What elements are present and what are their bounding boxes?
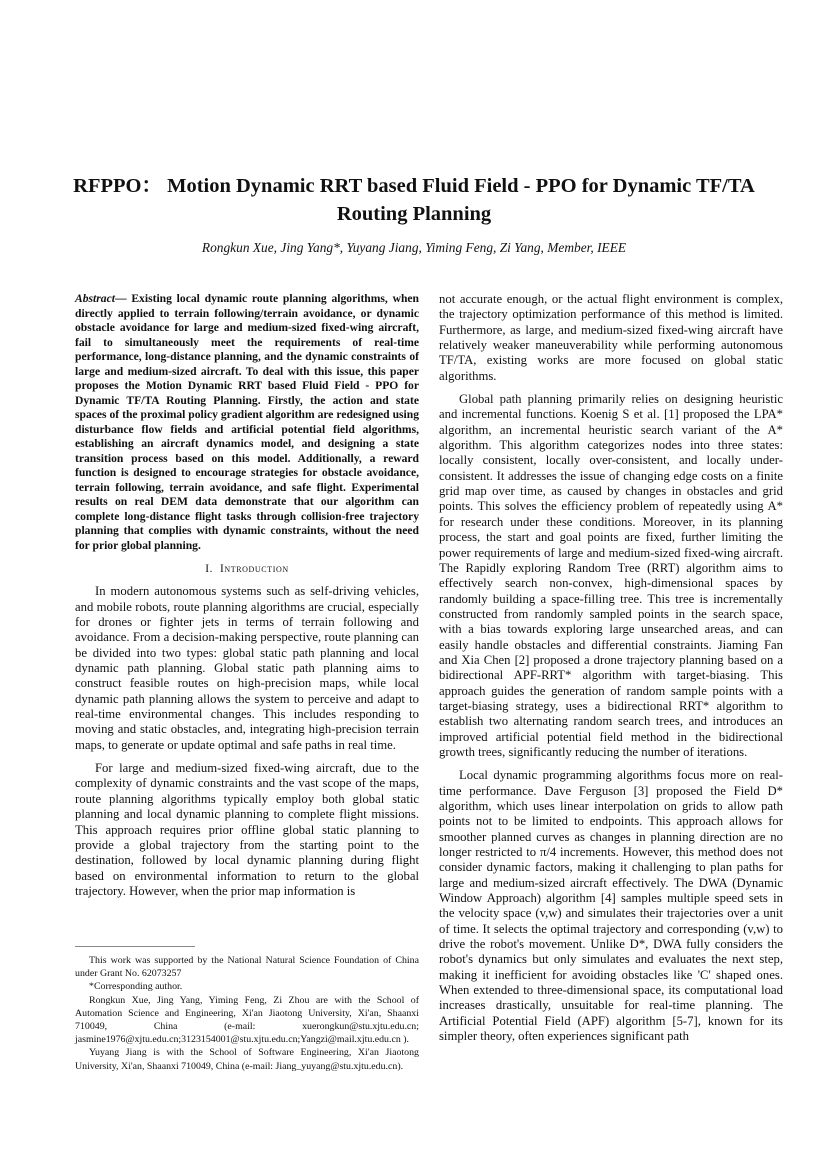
section-number: I. xyxy=(205,563,214,575)
footnote-affiliation-2: Yuyang Jiang is with the School of Software Engineering, Xi'an Jiaotong University, Xi'an, Shaanxi 710049, China (e-mail: Jiang_yuyang@stu.xjtu.edu.cn). xyxy=(75,1047,419,1072)
footnote-divider xyxy=(75,946,195,947)
author-list: Rongkun Xue, Jing Yang*, Yuyang Jiang, Yiming Feng, Zi Yang, Member, IEEE xyxy=(201,240,627,255)
abstract xyxy=(75,292,419,553)
right-column xyxy=(439,292,783,1045)
intro-paragraph-continued: not accurate enough, or the actual flight environment is complex, the trajectory optimization performance of this method is limited. Furthermore, as large, and medium-sized fixed-wing aircraft have relatively weaker maneuverability while performing autonomous TF/TA, existing works are more focused on global static algorithms. xyxy=(439,292,783,383)
abstract-label: Abstract xyxy=(75,292,115,305)
abstract-dash: — xyxy=(114,292,132,305)
intro-paragraph-4: Local dynamic programming algorithms focus more on real-time performance. Dave Ferguson [3] proposed the Field D* algorithm, which uses linear interpolation on grids to allow path points not to be limited to endpoints. This approach allows for smoother planned curves as changes in planning direction are no longer restricted to π/4 increments. However, this method does not consider dynamic factors, making it challenging to plan paths for large and medium-sized aircraft effectively. The DWA (Dynamic Window Approach) algorithm [4] samples multiple speed sets in the velocity space (v,w) and simulates their trajectories over a unit of time. It selects the optimal trajectory and corresponding (v,w) to drive the robot's movement. Unlike D*, DWA fully considers the robot's dynamics but only simulates and evaluates the next step, making it inefficient for avoiding obstacles like 'C' shaped ones. When extended to three-dimensional space, its computational load increases drastically, unsuitable for real-time planning. The Artificial Potential Field (APF) algorithm [5-7], known for its simpler theory, often experiences significant path xyxy=(439,768,783,1044)
footnote-corresponding: *Corresponding author. xyxy=(89,981,183,993)
footnotes xyxy=(75,954,419,1073)
footnote-funding: This work was supported by the National Natural Science Foundation of China under Grant No. 62073257 xyxy=(75,955,419,980)
abstract-text: Existing local dynamic route planning algorithms, when directly applied to terrain following/terrain avoidance, or dynamic obstacle avoidance for large and medium-sized fixed-wing aircraft, fail to simultaneously meet the requirements of real-time performance, long-distance planning, and the dynamic constraints of large and medium-sized aircraft. To deal with this issue, this paper proposes the Motion Dynamic RRT based Fluid Field - PPO for Dynamic TF/TA Routing Planning. Firstly, the action and state spaces of the proximal policy gradient algorithm are redesigned using disturbance flow fields and artificial potential field algorithms, establishing an aircraft dynamics model, and designing a state transition process based on this model. Additionally, a reward function is designed to encourage strategies for obstacle avoidance, terrain following, terrain avoidance, and safe flight. Experimental results on real DEM data demonstrate that our algorithm can complete long-distance flight tasks through collision-free trajectory planning that complies with dynamic constraints, without the need for prior global planning. xyxy=(75,292,419,552)
intro-paragraph-1: In modern autonomous systems such as self-driving vehicles, and mobile robots, route planning algorithms are crucial, especially for drones or fighter jets in terms of terrain following and avoidance. From a decision-making perspective, route planning can be divided into two types: global static path planning and local dynamic path planning. Global static path planning aims to construct feasible routes on high-precision maps, while local dynamic path planning allows the system to perceive and adapt to real-time environmental changes. This includes responding to moving and static obstacles, and, integrating high-precision terrain maps, to generate or update optimal and safe paths in real time. xyxy=(75,584,419,752)
section-title: Introduction xyxy=(219,563,289,575)
intro-paragraph-2: For large and medium-sized fixed-wing aircraft, due to the complexity of dynamic constraints and the vast scope of the maps, route planning algorithms typically employ both global static planning and local dynamic planning to complete flight missions. This approach requires prior offline global static planning to provide a global trajectory from the starting point to the destination, followed by local dynamic planning during flight based on environmental information to return to the global trajectory. However, when the prior map information is xyxy=(75,761,419,898)
section-heading-introduction xyxy=(75,562,419,577)
paper-title: RFPPO： Motion Dynamic RRT based Fluid Field - PPO for Dynamic TF/TA Routing Planning xyxy=(73,175,755,225)
intro-paragraph-3: Global path planning primarily relies on designing heuristic and incremental functions. Koenig S et al. [1] proposed the LPA* algorithm, an incremental heuristic search variant of the A* algorithm. This algorithm categorizes nodes into three states: locally consistent, locally over-consistent, and locally under-consistent. It addresses the issue of changing edge costs on a finite grid map over time, as caused by changes in obstacles and grid points. This solves the efficiency problem of repeatedly using A* for research under these conditions. Moreover, in its planning process, the start and goal points are fixed, further limiting the power requirements of large and medium-sized fixed-wing aircraft. The Rapidly exploring Random Tree (RRT) algorithm aims to effectively search non-convex, high-dimensional spaces by randomly building a space-filling tree. This tree is incrementally constructed from randomly sampled points in the search space, with a bias towards exploring large unsearched areas, and can easily handle obstacles and differential constraints. Jiaming Fan and Xia Chen [2] proposed a drone trajectory planning based on a bidirectional APF-RRT* algorithm with target-biasing. This approach guides the generation of random sample points with a target-biasing strategy, uses a bidirectional RRT* algorithm to establish two alternating random search trees, and introduces an improved artificial potential field method in the bidirectional growth trees, significantly reducing the number of iterations. xyxy=(439,392,783,759)
footnote-affiliation-1: Rongkun Xue, Jing Yang, Yiming Feng, Zi Zhou are with the School of Automation Science and Engineering, Xi'an Jiaotong University, Xi'an, Shaanxi 710049, China (e-mail: xuerongkun@stu.xjtu.edu.cn; jasmine1976@xjtu.edu.cn;3123154001@stu.xjtu.edu.cn;Yangzi@mail.xjtu.edu.cn ). xyxy=(75,994,419,1046)
left-column xyxy=(75,292,419,899)
